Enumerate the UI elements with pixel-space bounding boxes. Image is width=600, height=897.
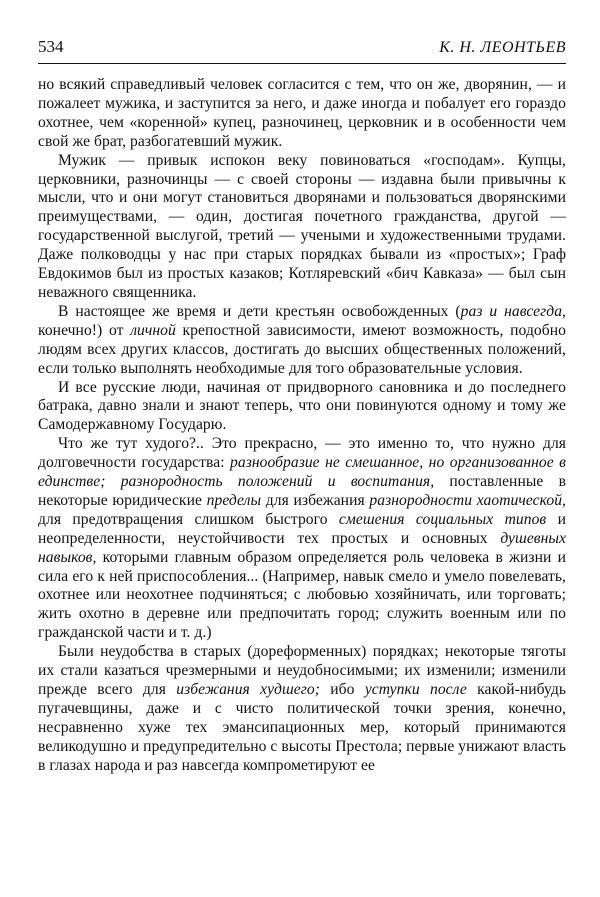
text-run: ибо bbox=[320, 681, 365, 698]
emphasis-run: душевных навыков, bbox=[38, 529, 566, 566]
text-run: В настоящее же время и дети крестьян освобожденных ( bbox=[58, 302, 461, 320]
paragraph bbox=[38, 379, 566, 436]
paragraph bbox=[38, 435, 566, 643]
text-run: конечно!) от bbox=[38, 321, 131, 339]
text-run: но всякий справедливый человек согласится с тем, что он же, дворянин, — и пожалеет мужика, и заступится за него, и даже иногда и побалует его гораздо охотнее, чем «коренной» купец, разночинец, церковник и в особенности чем свой же брат, разбогатевший мужик. bbox=[38, 76, 566, 150]
text-run: для предотвращения слишком быстрого bbox=[38, 510, 339, 528]
running-header bbox=[38, 36, 566, 64]
text-run: И все русские люди, начиная от придворного сановника и до последнего батрака, давно знали и знают теперь, что они повинуются одному и тому же Самодержавному Государю. bbox=[38, 378, 566, 434]
running-head-author: К. Н. ЛЕОНТЬЕВ bbox=[439, 39, 566, 56]
text-run: для избежания bbox=[261, 491, 370, 509]
emphasis-run: уступки после bbox=[364, 681, 467, 698]
emphasis-run: разнородности хаотической, bbox=[369, 491, 566, 509]
text-run: которыми главным образом определяется роль человека в жизни и сила его к ней приспособления... (Например, навык смело и умело повелевать, охотнее или неохотнее подчиняться; с любовью хозяйничать, или торговать; жить охотно в деревне или предпочитать город; служить военным или по гражданской части и т. д.) bbox=[38, 548, 566, 642]
paragraph bbox=[38, 643, 566, 775]
emphasis-run: избежания худшего; bbox=[176, 681, 320, 698]
text-run: Мужик — привык испокон веку повиноваться «господам». Купцы, церковники, разночинцы — с своей стороны — издавна были привычны к мысли, что и они могут становиться дворянами и пользоваться дворянскими преимуществами, — один, достигая почетного гражданства, другой — государственной выслугой, третий — учеными и художественными трудами. Даже полководцы у нас при старых порядках бывали из «простых»; Граф Евдокимов был из простых казаков; Котляревский «бич Кавказа» — был сын неважного священника. bbox=[38, 151, 566, 301]
page-body bbox=[38, 76, 566, 776]
text-run: Были неудобства в старых (дореформенных) порядках; некоторые тяготы их стали казаться чрезмерными и неудобносимыми; их изменили; изменили прежде всего для bbox=[38, 643, 566, 698]
text-run: Что же тут худого?.. Это прекрасно, — это именно то, что нужно для долговечности государства: bbox=[38, 435, 566, 472]
text-run: какой-нибудь пугачевщины, даже и с чисто политической точки зрения, конечно, несравненно хуже тех эмансипационных мер, который принимаются великодушно и предупредительно с высоты Престола; первые унижают власть в глазах народа и раз навсегда компрометируют ее bbox=[38, 681, 567, 774]
text-run: поставленные в некоторые юридические bbox=[38, 473, 566, 509]
text-run: крепостной зависимости, имеют возможность, подобно людям всех других классов, достигать до высших общественных положений, если только выполнять необходимые для того образовательные условия. bbox=[38, 321, 566, 377]
page-number: 534 bbox=[38, 37, 64, 56]
paragraph bbox=[38, 76, 566, 152]
emphasis-run: личной bbox=[130, 321, 176, 339]
paragraph bbox=[38, 152, 566, 303]
emphasis-run: разнообразие не смешанное, но организованное в единстве; разнородность положений и воспитания, bbox=[38, 454, 566, 491]
book-page bbox=[38, 36, 566, 776]
paragraph bbox=[38, 303, 566, 379]
emphasis-run: пределы bbox=[206, 491, 262, 509]
text-run: и неопределенности, неустойчивости тех простых и основных bbox=[38, 510, 567, 547]
emphasis-run: смешения социальных типов bbox=[338, 510, 547, 528]
emphasis-run: раз и навсегда, bbox=[460, 302, 566, 320]
